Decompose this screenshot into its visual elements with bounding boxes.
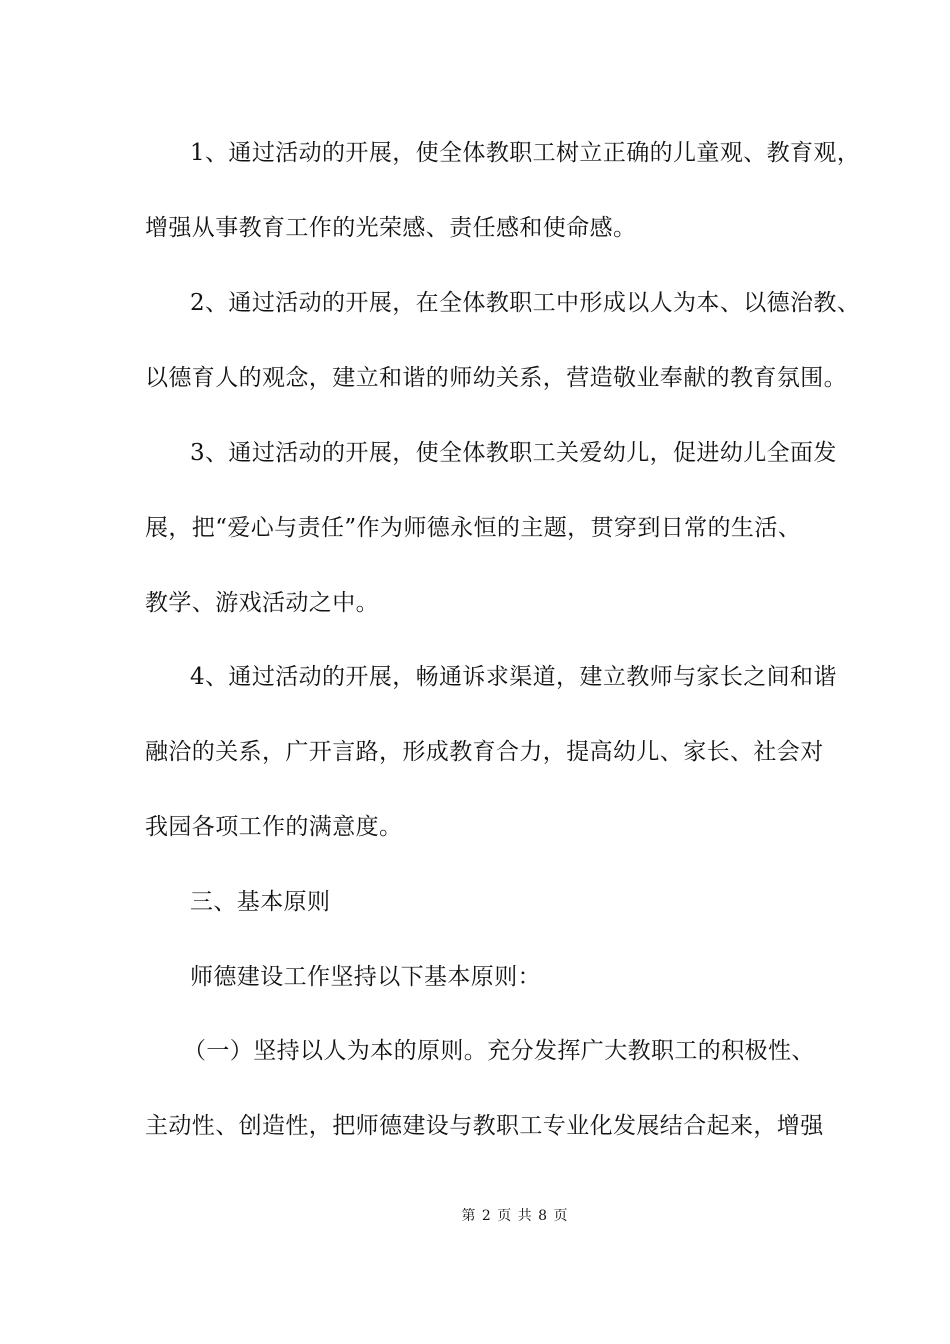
paragraph-line: 1、通过活动的开展，使全体教职工树立正确的儿童观、教育观，	[190, 140, 861, 166]
section-heading: 三、基本原则	[190, 889, 331, 915]
page-number-footer: 第 2 页 共 8 页	[461, 1208, 569, 1224]
paragraph-line: 主动性、创造性，把师德建设与教职工专业化发展结合起来，增强	[145, 1113, 824, 1139]
paragraph-line: （一）坚持以人为本的原则。充分发挥广大教职工的积极性、	[183, 1038, 815, 1064]
paragraph-line: 教学、游戏活动之中。	[145, 590, 379, 616]
paragraph-line: 师德建设工作坚持以下基本原则：	[190, 964, 541, 990]
paragraph-line: 4、通过活动的开展，畅通诉求渠道，建立教师与家长之间和谐	[190, 664, 837, 690]
paragraph-line: 2、通过活动的开展，在全体教职工中形成以人为本、以德治教、	[190, 290, 861, 316]
paragraph-line: 融洽的关系，广开言路，形成教育合力，提高幼儿、家长、社会对	[145, 739, 824, 765]
paragraph-line: 我园各项工作的满意度。	[145, 814, 403, 840]
paragraph-line: 增强从事教育工作的光荣感、责任感和使命感。	[145, 215, 637, 241]
paragraph-line: 以德育人的观念，建立和谐的师幼关系，营造敬业奉献的教育氛围。	[145, 365, 847, 391]
paragraph-line: 3、通过活动的开展，使全体教职工关爱幼儿，促进幼儿全面发	[190, 440, 837, 466]
paragraph-line: 展，把“爱心与责任”作为师德永恒的主题，贯穿到日常的生活、	[145, 515, 802, 541]
